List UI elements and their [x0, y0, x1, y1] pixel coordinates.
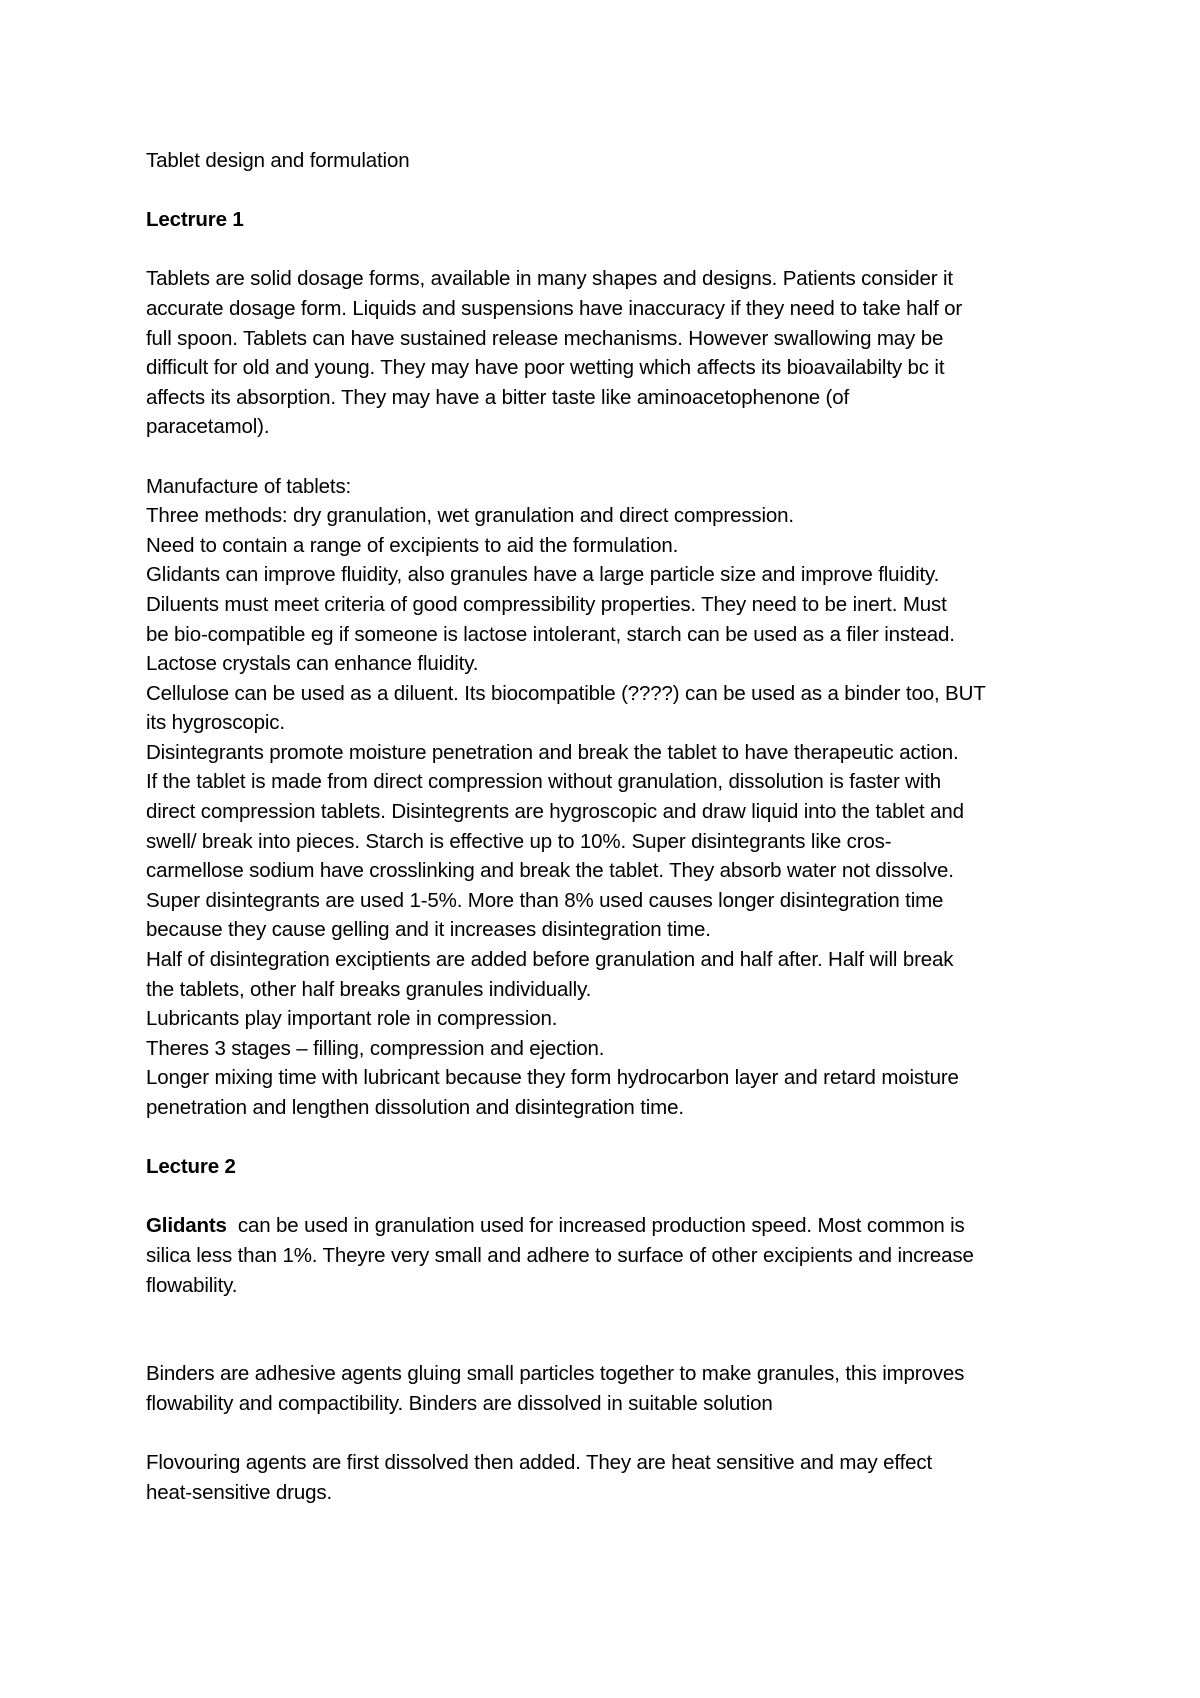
text-line: Super disintegrants are used 1-5%. More than 8% used causes longer disintegration time [146, 888, 944, 912]
text-line: Theres 3 stages – filling, compression and ejection. [146, 1036, 605, 1060]
text-line: Half of disintegration exciptients are added before granulation and half after. Half will break [146, 948, 954, 972]
spacer [146, 235, 1086, 265]
text-line: because they cause gelling and it increases disintegration time. [146, 918, 711, 942]
text-line: Disintegrants promote moisture penetration and break the tablet to have therapeutic action. [146, 740, 959, 764]
text-line: heat-sensitive drugs. [146, 1480, 333, 1504]
text-line: Three methods: dry granulation, wet granulation and direct compression. [146, 504, 794, 528]
document-title: Tablet design and formulation [146, 149, 410, 172]
binders-paragraph [146, 1359, 1086, 1418]
text-line: Cellulose can be used as a diluent. Its biocompatible (????) can be used as a binder too, BUT [146, 681, 986, 705]
text-line: Binders are adhesive agents gluing small particles together to make granules, this improves [146, 1362, 965, 1386]
text-line [146, 1211, 1086, 1241]
text-line: If the tablet is made from direct compression without granulation, dissolution is faster with [146, 770, 942, 794]
spacer [146, 1330, 1086, 1360]
flavouring-paragraph [146, 1448, 1086, 1507]
spacer [146, 176, 1086, 206]
text-line: Lubricants play important role in compression. [146, 1007, 558, 1031]
text-line: accurate dosage form. Liquids and suspensions have inaccuracy if they need to take half or [146, 296, 963, 320]
text-line: Lactose crystals can enhance fluidity. [146, 652, 479, 676]
text-line: paracetamol). [146, 415, 270, 439]
text-line: Flovouring agents are first dissolved then added. They are heat sensitive and may effect [146, 1451, 933, 1475]
spacer [146, 1182, 1086, 1212]
text-line: Diluents must meet criteria of good compressibility properties. They need to be inert. Must [146, 592, 947, 616]
spacer [146, 1300, 1086, 1330]
text-line: Need to contain a range of excipients to aid the formulation. [146, 533, 679, 557]
glidants-text: can be used in granulation used for increased production speed. Most common is [226, 1214, 965, 1238]
text-line: flowability and compactibility. Binders are dissolved in suitable solution [146, 1391, 773, 1415]
manufacture-section [146, 472, 1086, 1123]
lecture-2-heading: Lecture 2 [146, 1155, 236, 1179]
text-line: difficult for old and young. They may have poor wetting which affects its bioavailabilty bc it [146, 356, 945, 380]
text-line: silica less than 1%. Theyre very small and adhere to surface of other excipients and increase [146, 1243, 974, 1267]
text-line: Manufacture of tablets: [146, 474, 352, 498]
glidants-term: Glidants [146, 1214, 227, 1238]
spacer [146, 1419, 1086, 1449]
text-line: carmellose sodium have crosslinking and break the tablet. They absorb water not dissolve. [146, 859, 954, 883]
text-line: Tablets are solid dosage forms, available in many shapes and designs. Patients consider it [146, 267, 953, 291]
intro-paragraph [146, 264, 1086, 442]
spacer [146, 1123, 1086, 1153]
text-line: direct compression tablets. Disintegrents are hygroscopic and draw liquid into the tablet and [146, 800, 964, 824]
text-line: the tablets, other half breaks granules individually. [146, 977, 592, 1001]
text-line: its hygroscopic. [146, 711, 285, 735]
glidants-paragraph [146, 1211, 1086, 1300]
text-line: Longer mixing time with lubricant because they form hydrocarbon layer and retard moisture [146, 1066, 959, 1090]
spacer [146, 442, 1086, 472]
lecture-1-heading: Lectrure 1 [146, 208, 244, 232]
text-line: penetration and lengthen dissolution and disintegration time. [146, 1096, 684, 1119]
text-line: flowability. [146, 1273, 238, 1297]
text-line: full spoon. Tablets can have sustained release mechanisms. However swallowing may be [146, 326, 944, 350]
text-line: Glidants can improve fluidity, also granules have a large particle size and improve fluidity. [146, 563, 940, 587]
text-line: swell/ break into pieces. Starch is effective up to 10%. Super disintegrants like cros- [146, 829, 892, 853]
text-line: be bio-compatible eg if someone is lactose intolerant, starch can be used as a filer instead. [146, 622, 955, 646]
document-page [146, 146, 1086, 1507]
text-line: affects its absorption. They may have a bitter taste like aminoacetophenone (of [146, 385, 850, 409]
